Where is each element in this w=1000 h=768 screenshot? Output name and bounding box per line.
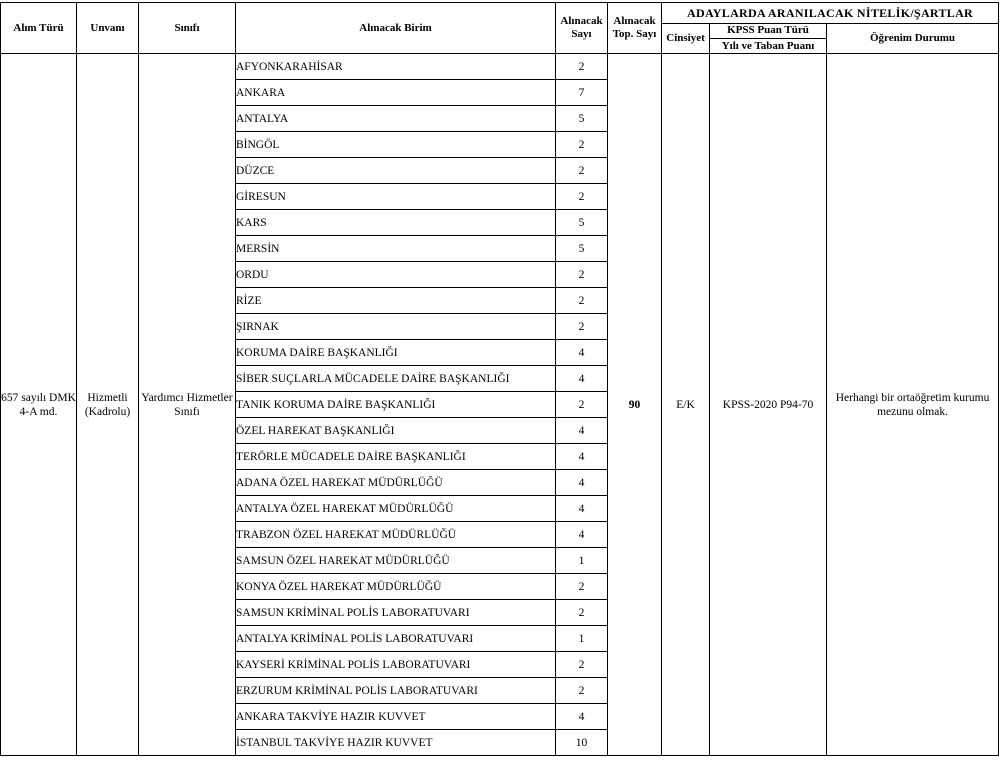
cell-alinacak-birim: KONYA ÖZEL HAREKAT MÜDÜRLÜĞÜ [236,574,556,600]
header-alinacak-sayi: Alınacak Sayı [556,3,608,54]
cell-alinacak-birim: ÖZEL HAREKAT BAŞKANLIĞI [236,418,556,444]
cell-alinacak-birim: ANTALYA KRİMİNAL POLİS LABORATUVARI [236,626,556,652]
cell-alinacak-birim: BİNGÖL [236,132,556,158]
cell-alinacak-sayi: 2 [556,392,608,418]
cell-alinacak-birim: SAMSUN ÖZEL HAREKAT MÜDÜRLÜĞÜ [236,548,556,574]
cell-alinacak-birim: ERZURUM KRİMİNAL POLİS LABORATUVARI [236,678,556,704]
cell-alinacak-birim: GİRESUN [236,184,556,210]
cell-alim-turu: 657 sayılı DMK 4-A md. [1,54,77,756]
header-kpss [710,24,827,54]
cell-ogrenim-durumu: Herhangi bir ortaöğretim kurumu mezunu olmak. [827,54,999,756]
cell-alinacak-sayi: 4 [556,704,608,730]
cell-cinsiyet: E/K [662,54,710,756]
cell-sinifi: Yardımcı Hizmetler Sınıfı [139,54,236,756]
recruitment-table [0,2,999,756]
cell-alinacak-birim: RİZE [236,288,556,314]
cell-alinacak-birim: AFYONKARAHİSAR [236,54,556,80]
cell-alinacak-sayi: 10 [556,730,608,756]
cell-alinacak-sayi: 2 [556,314,608,340]
header-unvani: Unvanı [77,3,139,54]
cell-alinacak-sayi: 2 [556,678,608,704]
cell-alinacak-birim: MERSİN [236,236,556,262]
cell-alinacak-sayi: 2 [556,132,608,158]
cell-alinacak-birim: ANTALYA ÖZEL HAREKAT MÜDÜRLÜĞÜ [236,496,556,522]
cell-alinacak-birim: ANKARA [236,80,556,106]
cell-alinacak-sayi: 1 [556,548,608,574]
cell-toplam-sayi: 90 [608,54,662,756]
cell-alinacak-birim: İSTANBUL TAKVİYE HAZIR KUVVET [236,730,556,756]
cell-alinacak-birim: DÜZCE [236,158,556,184]
table-body [1,54,999,756]
header-alinacak-birim: Alınacak Birim [236,3,556,54]
cell-alinacak-birim: ANTALYA [236,106,556,132]
table-row [1,54,999,80]
cell-alinacak-birim: ORDU [236,262,556,288]
header-alinacak-top-sayi: Alınacak Top. Sayı [608,3,662,54]
cell-alinacak-birim: KARS [236,210,556,236]
cell-alinacak-birim: TANIK KORUMA DAİRE BAŞKANLIĞI [236,392,556,418]
header-yili-ve-taban-puani: Yılı ve Taban Puanı [721,40,815,52]
cell-alinacak-sayi: 2 [556,288,608,314]
cell-alinacak-sayi: 4 [556,340,608,366]
cell-alinacak-birim: TRABZON ÖZEL HAREKAT MÜDÜRLÜĞÜ [236,522,556,548]
header-ogrenim-durumu: Öğrenim Durumu [827,24,999,54]
cell-alinacak-sayi: 2 [556,158,608,184]
cell-alinacak-sayi: 2 [556,600,608,626]
header-adaylarda: ADAYLARDA ARANILACAK NİTELİK/ŞARTLAR [662,3,999,24]
cell-alinacak-sayi: 4 [556,470,608,496]
cell-alinacak-birim: SAMSUN KRİMİNAL POLİS LABORATUVARI [236,600,556,626]
header-sinifi: Sınıfı [139,3,236,54]
cell-alinacak-sayi: 2 [556,262,608,288]
cell-alinacak-sayi: 7 [556,80,608,106]
cell-alinacak-birim: ANKARA TAKVİYE HAZIR KUVVET [236,704,556,730]
cell-alinacak-birim: ŞIRNAK [236,314,556,340]
cell-alinacak-sayi: 1 [556,626,608,652]
cell-alinacak-sayi: 4 [556,522,608,548]
cell-alinacak-sayi: 2 [556,184,608,210]
cell-alinacak-sayi: 4 [556,418,608,444]
cell-alinacak-birim: TERÖRLE MÜCADELE DAİRE BAŞKANLIĞI [236,444,556,470]
cell-alinacak-sayi: 2 [556,54,608,80]
cell-alinacak-sayi: 5 [556,106,608,132]
header-kpss-puan-turu: KPSS Puan Türü [710,24,826,39]
cell-alinacak-sayi: 4 [556,444,608,470]
cell-alinacak-sayi: 5 [556,210,608,236]
cell-alinacak-sayi: 2 [556,652,608,678]
cell-kpss: KPSS-2020 P94-70 [710,54,827,756]
cell-alinacak-sayi: 5 [556,236,608,262]
cell-alinacak-sayi: 4 [556,496,608,522]
cell-alinacak-birim: SİBER SUÇLARLA MÜCADELE DAİRE BAŞKANLIĞI [236,366,556,392]
cell-alinacak-sayi: 4 [556,366,608,392]
header-alim-turu: Alım Türü [1,3,77,54]
cell-alinacak-birim: KAYSERİ KRİMİNAL POLİS LABORATUVARI [236,652,556,678]
cell-alinacak-sayi: 2 [556,574,608,600]
cell-unvani: Hizmetli (Kadrolu) [77,54,139,756]
cell-alinacak-birim: ADANA ÖZEL HAREKAT MÜDÜRLÜĞÜ [236,470,556,496]
header-cinsiyet: Cinsiyet [662,24,710,54]
cell-alinacak-birim: KORUMA DAİRE BAŞKANLIĞI [236,340,556,366]
